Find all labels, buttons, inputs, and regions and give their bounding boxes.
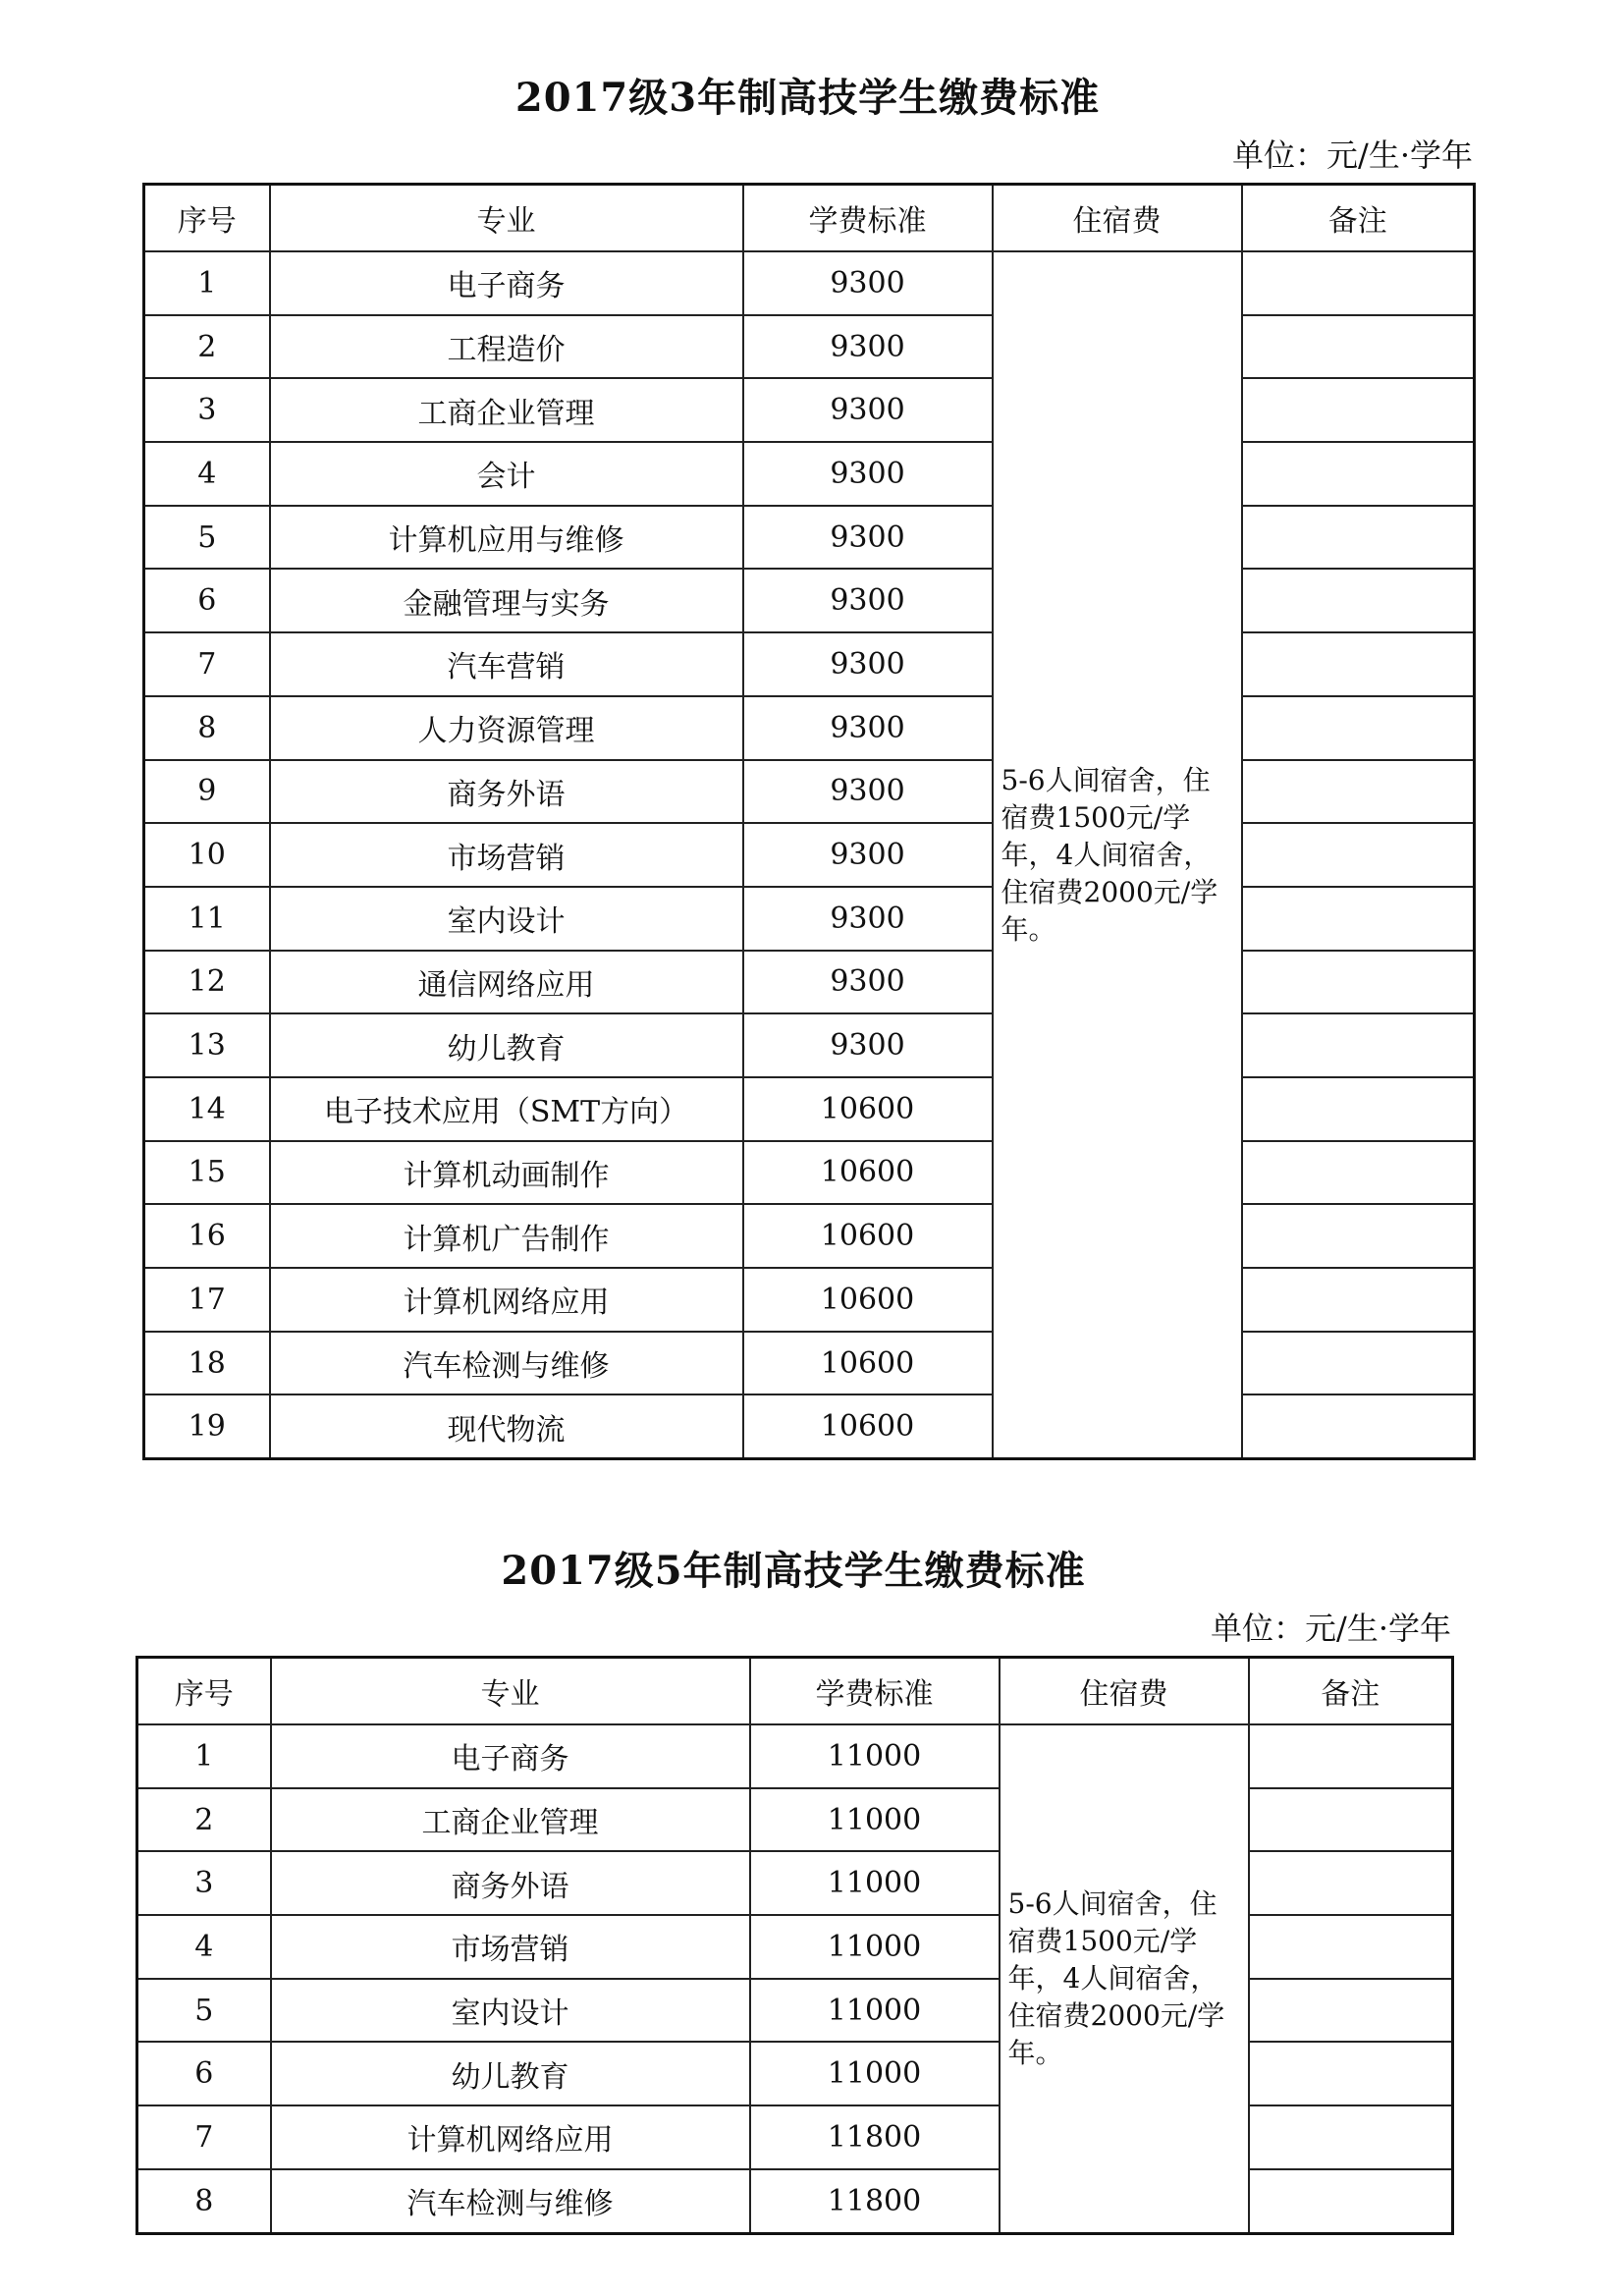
row-major: 电子技术应用（SMT方向） — [270, 1077, 743, 1141]
header-fee: 学费标准 — [750, 1658, 1000, 1725]
row-major: 幼儿教育 — [271, 2042, 750, 2105]
table-row — [144, 315, 1475, 379]
row-no: 7 — [144, 632, 270, 696]
row-fee: 10600 — [743, 1204, 993, 1268]
row-fee: 10600 — [743, 1141, 993, 1205]
table-row — [144, 632, 1475, 696]
table1-header-row — [144, 185, 1475, 252]
row-no: 6 — [137, 2042, 271, 2105]
table-row — [144, 696, 1475, 760]
table-row — [137, 2105, 1453, 2169]
row-no: 1 — [137, 1724, 271, 1788]
table-row — [144, 1394, 1475, 1458]
row-major: 计算机动画制作 — [270, 1141, 743, 1205]
table-row — [137, 2042, 1453, 2105]
header-dorm: 住宿费 — [1000, 1658, 1249, 1725]
table-row — [144, 442, 1475, 506]
row-no: 15 — [144, 1141, 270, 1205]
row-remark — [1242, 951, 1475, 1014]
table-row — [144, 760, 1475, 824]
row-major: 室内设计 — [271, 1979, 750, 2043]
row-major: 室内设计 — [270, 887, 743, 951]
table-row — [137, 1788, 1453, 1852]
row-no: 3 — [144, 378, 270, 442]
row-no: 11 — [144, 887, 270, 951]
row-remark — [1249, 1979, 1453, 2043]
table-row — [144, 569, 1475, 632]
row-fee: 11000 — [750, 2042, 1000, 2105]
row-major: 电子商务 — [271, 1724, 750, 1788]
header-remark: 备注 — [1242, 185, 1475, 252]
header-no: 序号 — [137, 1658, 271, 1725]
row-no: 4 — [137, 1915, 271, 1979]
table-row — [137, 1979, 1453, 2043]
fee-section-5-year — [135, 1542, 1451, 2235]
row-remark — [1242, 1077, 1475, 1141]
row-remark — [1242, 823, 1475, 887]
table2-title: 2017级5年制高技学生缴费标准 — [501, 1548, 1086, 1594]
table-row — [137, 1915, 1453, 1979]
row-remark — [1242, 378, 1475, 442]
row-major: 计算机广告制作 — [270, 1204, 743, 1268]
row-no: 14 — [144, 1077, 270, 1141]
row-fee: 9300 — [743, 760, 993, 824]
row-fee: 9300 — [743, 823, 993, 887]
row-major: 汽车营销 — [270, 632, 743, 696]
row-remark — [1249, 2042, 1453, 2105]
row-no: 18 — [144, 1332, 270, 1395]
row-no: 3 — [137, 1851, 271, 1915]
header-no: 序号 — [144, 185, 270, 252]
row-remark — [1242, 760, 1475, 824]
fee-section-3-year — [142, 69, 1473, 1460]
row-remark — [1242, 632, 1475, 696]
row-major: 商务外语 — [270, 760, 743, 824]
dorm-fee-note: 5-6人间宿舍，住宿费1500元/学年，4人间宿舍，住宿费2000元/学年。 — [993, 251, 1242, 1459]
row-major: 汽车检测与维修 — [271, 2169, 750, 2233]
row-fee: 10600 — [743, 1268, 993, 1332]
table1-unit: 单位：元/生·学年 — [1232, 137, 1473, 174]
row-major: 人力资源管理 — [270, 696, 743, 760]
row-no: 2 — [144, 315, 270, 379]
row-major: 工程造价 — [270, 315, 743, 379]
row-no: 5 — [137, 1979, 271, 2043]
row-remark — [1242, 506, 1475, 570]
row-no: 4 — [144, 442, 270, 506]
table2-fee-table — [135, 1656, 1454, 2235]
row-no: 19 — [144, 1394, 270, 1458]
row-no: 1 — [144, 251, 270, 315]
table2-unit: 单位：元/生·学年 — [1211, 1610, 1451, 1647]
row-no: 10 — [144, 823, 270, 887]
row-no: 2 — [137, 1788, 271, 1852]
table-row — [144, 1013, 1475, 1077]
row-major: 商务外语 — [271, 1851, 750, 1915]
row-no: 8 — [144, 696, 270, 760]
row-no: 8 — [137, 2169, 271, 2233]
table2-header-row — [137, 1658, 1453, 1725]
row-remark — [1249, 1788, 1453, 1852]
header-major: 专业 — [271, 1658, 750, 1725]
table-row — [144, 251, 1475, 315]
row-fee: 9300 — [743, 887, 993, 951]
table-row — [137, 1851, 1453, 1915]
row-remark — [1249, 2169, 1453, 2233]
table-row — [144, 378, 1475, 442]
row-no: 5 — [144, 506, 270, 570]
row-fee: 9300 — [743, 632, 993, 696]
row-fee: 10600 — [743, 1077, 993, 1141]
table-row — [144, 1077, 1475, 1141]
row-remark — [1242, 1013, 1475, 1077]
row-remark — [1242, 251, 1475, 315]
table-row — [144, 1332, 1475, 1395]
row-fee: 9300 — [743, 696, 993, 760]
header-remark: 备注 — [1249, 1658, 1453, 1725]
row-remark — [1249, 1851, 1453, 1915]
table-row — [144, 1204, 1475, 1268]
table-row — [137, 1724, 1453, 1788]
row-remark — [1249, 2105, 1453, 2169]
row-remark — [1242, 696, 1475, 760]
header-major: 专业 — [270, 185, 743, 252]
row-major: 计算机网络应用 — [270, 1268, 743, 1332]
row-fee: 9300 — [743, 251, 993, 315]
row-fee: 11000 — [750, 1979, 1000, 2043]
header-dorm: 住宿费 — [993, 185, 1242, 252]
row-remark — [1249, 1915, 1453, 1979]
row-major: 工商企业管理 — [270, 378, 743, 442]
row-major: 电子商务 — [270, 251, 743, 315]
row-no: 16 — [144, 1204, 270, 1268]
row-fee: 11000 — [750, 1788, 1000, 1852]
row-fee: 9300 — [743, 315, 993, 379]
row-major: 市场营销 — [271, 1915, 750, 1979]
table-row — [137, 2169, 1453, 2233]
row-remark — [1242, 315, 1475, 379]
table-row — [144, 823, 1475, 887]
row-no: 12 — [144, 951, 270, 1014]
row-remark — [1242, 1141, 1475, 1205]
row-major: 会计 — [270, 442, 743, 506]
row-fee: 9300 — [743, 569, 993, 632]
row-fee: 9300 — [743, 506, 993, 570]
header-fee: 学费标准 — [743, 185, 993, 252]
row-no: 13 — [144, 1013, 270, 1077]
row-fee: 11000 — [750, 1724, 1000, 1788]
row-no: 17 — [144, 1268, 270, 1332]
row-major: 幼儿教育 — [270, 1013, 743, 1077]
table-row — [144, 1268, 1475, 1332]
row-fee: 11000 — [750, 1851, 1000, 1915]
row-fee: 10600 — [743, 1332, 993, 1395]
row-major: 计算机网络应用 — [271, 2105, 750, 2169]
row-major: 现代物流 — [270, 1394, 743, 1458]
table-row — [144, 1141, 1475, 1205]
row-remark — [1242, 1268, 1475, 1332]
dorm-fee-note: 5-6人间宿舍，住宿费1500元/学年，4人间宿舍，住宿费2000元/学年。 — [1000, 1724, 1249, 2233]
table1-fee-table — [142, 183, 1476, 1460]
row-remark — [1242, 1394, 1475, 1458]
row-fee: 11000 — [750, 1915, 1000, 1979]
row-no: 9 — [144, 760, 270, 824]
row-no: 7 — [137, 2105, 271, 2169]
row-major: 市场营销 — [270, 823, 743, 887]
table-row — [144, 887, 1475, 951]
row-fee: 9300 — [743, 951, 993, 1014]
row-major: 计算机应用与维修 — [270, 506, 743, 570]
table2-body — [137, 1724, 1453, 2233]
row-major: 通信网络应用 — [270, 951, 743, 1014]
row-major: 汽车检测与维修 — [270, 1332, 743, 1395]
row-major: 金融管理与实务 — [270, 569, 743, 632]
row-remark — [1242, 569, 1475, 632]
row-fee: 9300 — [743, 378, 993, 442]
table1-body — [144, 251, 1475, 1459]
row-fee: 11800 — [750, 2105, 1000, 2169]
row-fee: 11800 — [750, 2169, 1000, 2233]
row-remark — [1249, 1724, 1453, 1788]
row-remark — [1242, 887, 1475, 951]
row-no: 6 — [144, 569, 270, 632]
table-row — [144, 506, 1475, 570]
row-remark — [1242, 1204, 1475, 1268]
row-major: 工商企业管理 — [271, 1788, 750, 1852]
row-remark — [1242, 442, 1475, 506]
table-row — [144, 951, 1475, 1014]
row-remark — [1242, 1332, 1475, 1395]
row-fee: 9300 — [743, 1013, 993, 1077]
row-fee: 9300 — [743, 442, 993, 506]
row-fee: 10600 — [743, 1394, 993, 1458]
table1-title: 2017级3年制高技学生缴费标准 — [514, 75, 1101, 121]
